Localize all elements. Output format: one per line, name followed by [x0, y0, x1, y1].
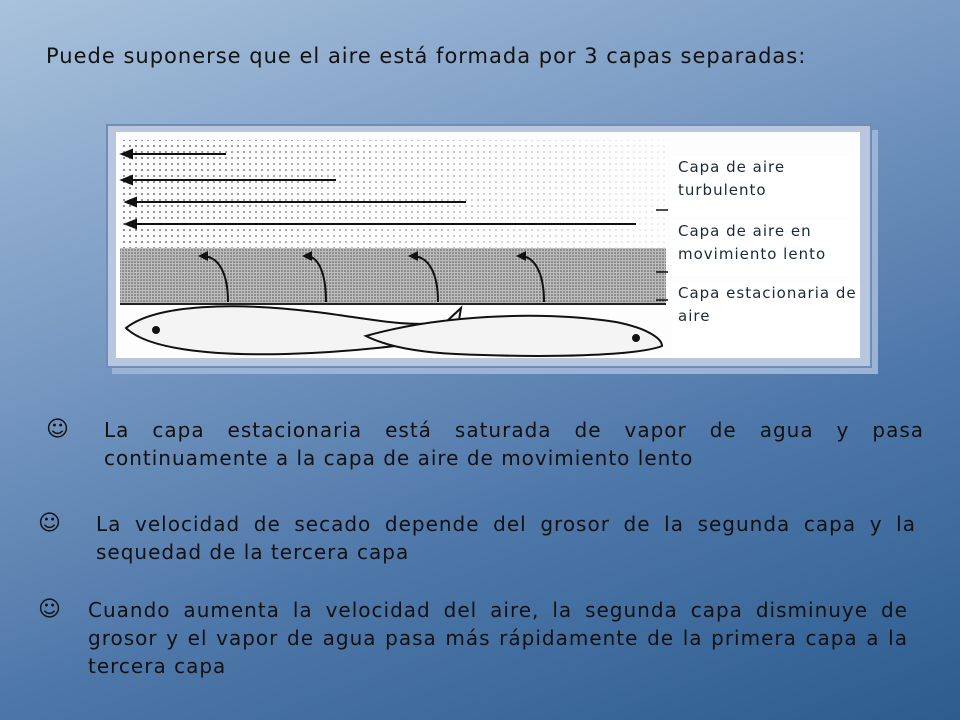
- bullet-text: Cuando aumenta la velocidad del aire, la segunda capa disminuye de grosor y el vapor de agua pasa más rápidamente de la primera capa a la tercera capa: [88, 598, 908, 678]
- smiley-icon: ☺: [46, 417, 70, 442]
- bullet-text: La capa estacionaria está saturada de vapor de agua y pasa continuamente a la capa de aire de movimiento lento: [104, 418, 924, 470]
- bullet-item: [38, 596, 918, 686]
- label-slow-layer: Capa de aire en movimiento lento: [672, 220, 860, 276]
- bullet-item: [38, 510, 928, 570]
- label-stationary-layer: Capa estacionaria de aire: [672, 282, 860, 358]
- bullet-item: [46, 416, 926, 476]
- smiley-icon: ☺: [38, 597, 62, 622]
- air-layers-figure: [106, 124, 872, 368]
- smiley-icon: ☺: [38, 511, 62, 536]
- slide-title: Puede suponerse que el aire está formada por 3 capas separadas:: [46, 44, 807, 68]
- figure-illustration: [116, 132, 860, 358]
- fish-shapes: [126, 306, 662, 356]
- bullet-text: La velocidad de secado depende del grosor de la segunda capa y la sequedad de la tercera capa: [96, 512, 916, 564]
- label-turbulent-layer: Capa de aire turbulento: [672, 156, 860, 216]
